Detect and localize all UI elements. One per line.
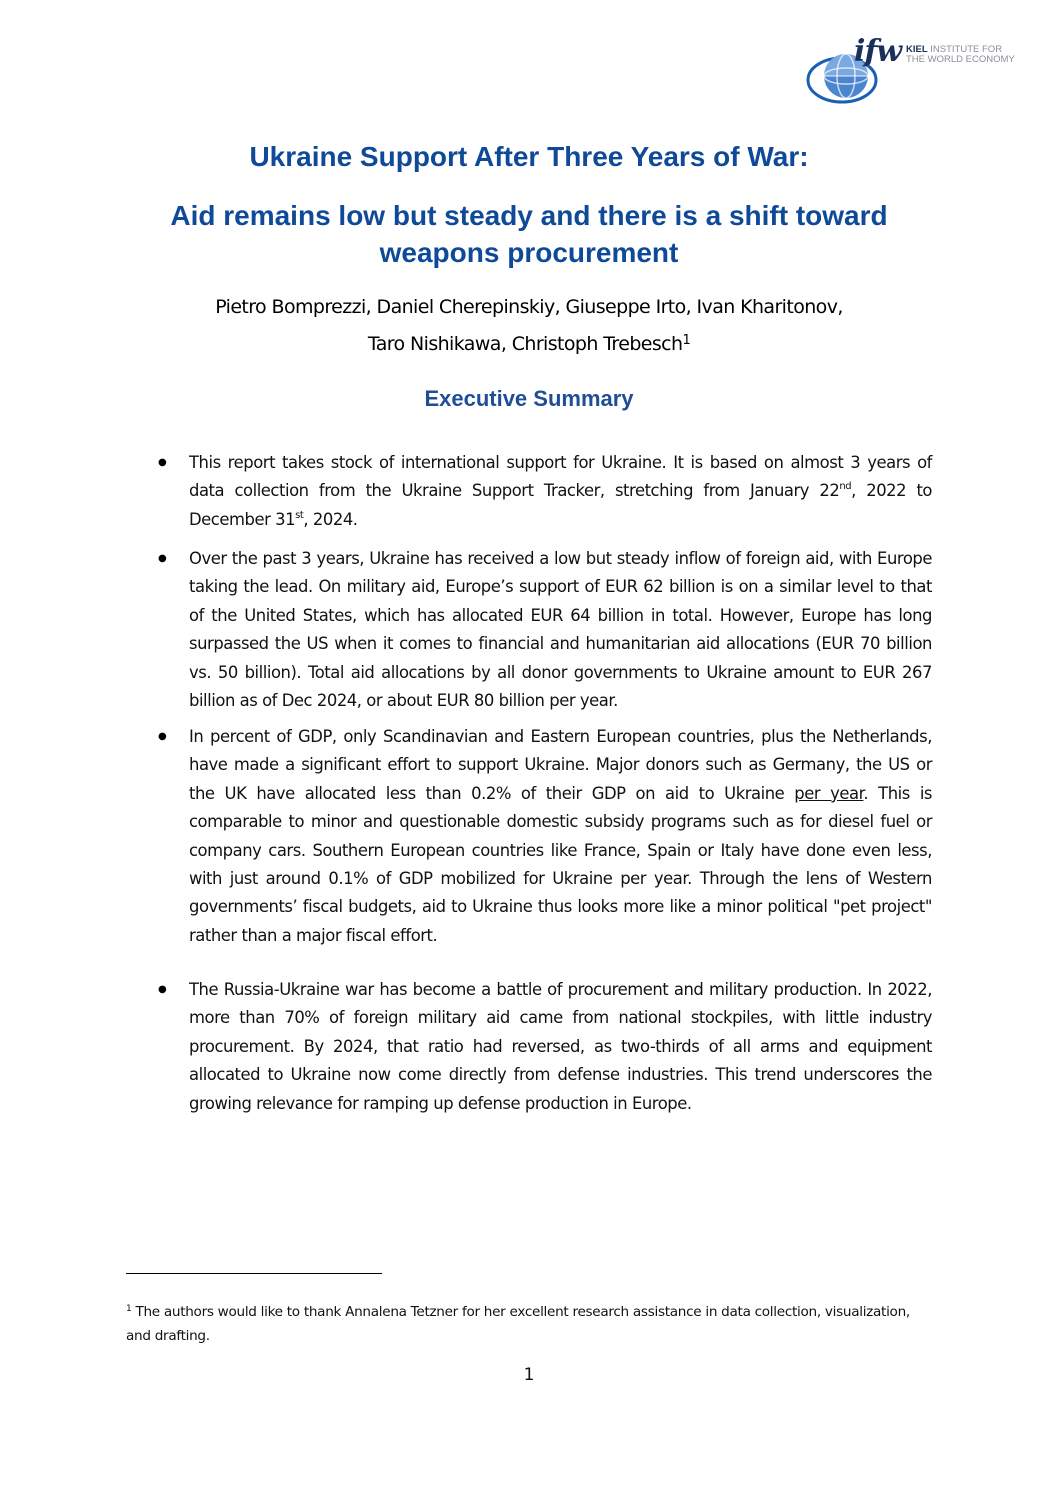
- page-title: Ukraine Support After Three Years of War:: [249, 141, 809, 172]
- page-number: 1: [523, 1365, 535, 1385]
- bullet-text: , 2024.: [303, 509, 358, 529]
- underlined-text: per year: [794, 783, 864, 803]
- section-heading: Executive Summary: [424, 386, 634, 411]
- summary-bullet-list: [140, 449, 932, 1126]
- summary-bullet: [140, 449, 932, 545]
- logo-line1-rest: INSTITUTE FOR: [927, 44, 1003, 55]
- footnote-text: The authors would like to thank Annalena Tetzner for her excellent research assistance in data collection, visualization, and drafting.: [126, 1304, 910, 1344]
- kiel-institute-logo: [802, 30, 1032, 108]
- bullet-text: The Russia-Ukraine war has become a battle of procurement and military production. In 2022, more than 70% of foreign military aid came from national stockpiles, with little industry procurement. By 2024, that ratio had reversed, as two-thirds of all arms and equipment allocated to Ukraine now come directly from defense industries. This trend underscores the growing relevance for ramping up defense production in Europe.: [189, 980, 932, 1113]
- bullet-text: Over the past 3 years, Ukraine has received a low but steady inflow of foreign aid, with Europe taking the lead. On military aid, Europe’s support of EUR 62 billion is on a similar level to that of the United States, which has allocated EUR 64 billion in total. However, Europe has long surpassed the US when it comes to financial and humanitarian aid allocations (EUR 70 billion vs. 50 billion). Total aid allocations by all donor governments to Ukraine amount to EUR 267 billion as of Dec 2024, or about EUR 80 billion per year.: [189, 549, 932, 711]
- page-subtitle: Aid remains low but steady and there is a shift toward weapons procurement: [170, 200, 888, 268]
- logo-institute-name: [906, 45, 1015, 65]
- summary-bullet: [140, 723, 932, 976]
- author-list: [100, 290, 958, 361]
- ordinal-suffix: nd: [839, 481, 852, 493]
- bullet-text: In percent of GDP, only Scandinavian and Eastern European countries, plus the Netherlands, have made a significant effort to support Ukraine. Major donors such as Germany, the US or the UK have allocated less than 0.2% of their GDP on aid to Ukraine: [189, 727, 932, 803]
- logo-kiel: KIEL: [906, 44, 928, 55]
- footnote-mark: 1: [126, 1304, 132, 1314]
- authors-line2: Taro Nishikawa, Christoph Trebesch: [367, 333, 683, 355]
- summary-bullet: [140, 545, 932, 723]
- footnote: [126, 1300, 916, 1348]
- author-footnote-mark: 1: [682, 333, 691, 348]
- bullet-text: , 2022 to December 31: [189, 481, 933, 529]
- bullet-text: This report takes stock of international support for Ukraine. It is based on almost 3 years of data collection from the Ukraine Support Tracker, stretching from January 22: [189, 453, 932, 501]
- bullet-text: . This is comparable to minor and questionable domestic subsidy programs such as for diesel fuel or company cars. Southern European countries like France, Spain or Italy have done even less, with just around 0.1% of GDP mobilized for Ukraine per year. Through the lens of Western governments’ fiscal budgets, aid to Ukraine thus looks more like a minor political "pet project" rather than a major fiscal effort.: [189, 783, 933, 945]
- logo-line2: THE WORLD ECONOMY: [906, 54, 1015, 65]
- summary-bullet: [140, 976, 932, 1126]
- authors-line1: Pietro Bomprezzi, Daniel Cherepinskiy, Giuseppe Irto, Ivan Kharitonov,: [215, 296, 843, 318]
- ordinal-suffix: st: [295, 509, 304, 521]
- footnote-divider: [126, 1273, 382, 1274]
- logo-brand: ifw: [854, 34, 902, 69]
